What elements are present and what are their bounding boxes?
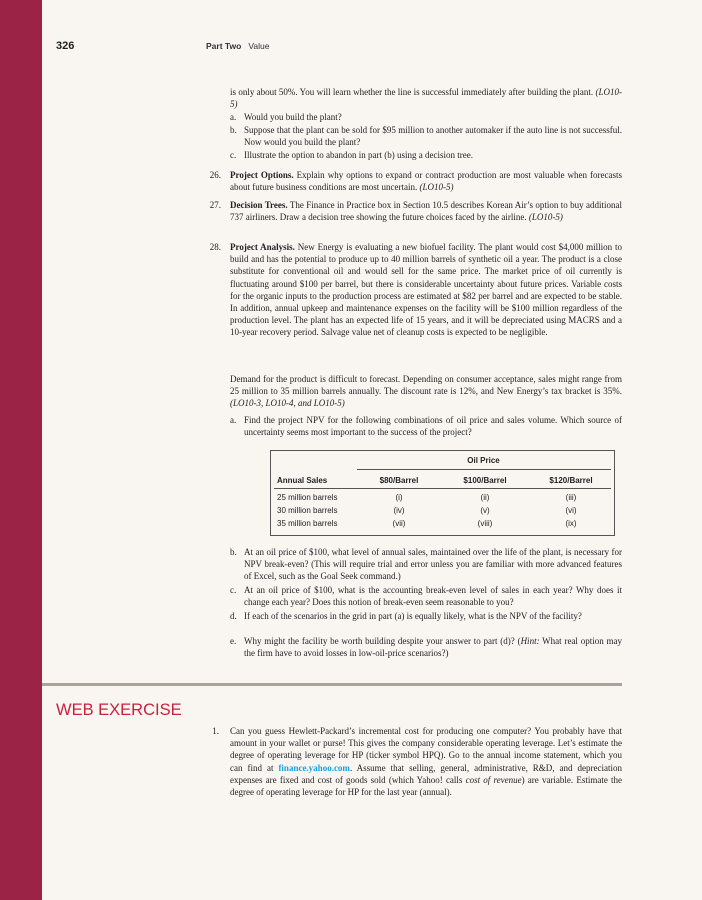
header-rule — [357, 469, 611, 470]
exercise-number: 1. — [212, 726, 219, 736]
problem-number: 28. — [209, 242, 221, 252]
part-label: Part Two — [206, 41, 242, 51]
table-row-header: Annual Sales — [277, 476, 328, 485]
section-divider — [42, 683, 622, 686]
sub-item-text: At an oil price of $100, what is the accounting break-even level of sales in each year? Why does it change each year? Does this notion of break-even seem reasonable to you? — [244, 585, 622, 608]
table-column-header: $100/Barrel — [463, 476, 507, 485]
web-exercise-paragraph — [230, 725, 622, 798]
sub-item-text: Find the project NPV for the following combinations of oil price and sales volume. Which source of uncertainty seems most important to the success of the project? — [244, 415, 622, 438]
problem-text: The Finance in Practice box in Section 10.5 describes Korean Air’s option to buy additional 737 airliners. Draw a decision tree showing the future choices faced by the airline. — [230, 200, 622, 223]
sub-label: a. — [230, 112, 237, 122]
table-group-header: Oil Price — [467, 456, 500, 465]
sub-label: d. — [230, 611, 237, 621]
table-cell: (iii) — [565, 493, 577, 502]
left-color-band — [0, 0, 42, 900]
emphasis-text: cost of revenue — [465, 774, 522, 785]
npv-scenario-table — [270, 450, 615, 536]
sub-item-text: If each of the scenarios in the grid in part (a) is equally likely, what is the NPV of the facility? — [244, 611, 582, 621]
sub-label: e. — [230, 636, 237, 646]
sub-label: b. — [230, 547, 237, 557]
problem-27 — [230, 199, 622, 223]
page-number: 326 — [56, 40, 75, 52]
table-cell: (iv) — [393, 506, 405, 515]
sub-item-text: Why might the facility be worth building despite your answer to part (d)? ( — [244, 636, 521, 646]
table-cell: (vii) — [392, 519, 406, 528]
problem-number: 27. — [209, 200, 221, 210]
running-header — [206, 41, 269, 51]
sub-label: c. — [230, 585, 237, 595]
table-cell: (vi) — [565, 506, 577, 515]
exercise-text: ) are variable. Estimate the degree of operating leverage for HP for the last year (annual). — [230, 774, 623, 798]
learning-objective: (LO10-3, LO10-4, and LO10-5) — [230, 398, 345, 409]
problem-28-paragraph-2 — [230, 373, 622, 410]
sub-label: b. — [230, 125, 237, 135]
learning-objective: (LO10-5) — [419, 182, 454, 193]
table-column-header: $80/Barrel — [379, 476, 419, 485]
section-label: Value — [248, 41, 270, 51]
problem-text: New Energy is evaluating a new biofuel facility. The plant would cost $4,000 million to build and has the potential to produce up to 40 million barrels of synthetic oil a year. The product is a close substitute for conventional oil and would sell for the same price. The market price of oil currently is fluctuating around $100 per barrel, but there is considerable uncertainty about future prices. Variable costs for the organic inputs to the production process are estimated at $82 per barrel and are expected to be stable. In addition, annual upkeep and maintenance expenses on the facility will be $100 million regardless of the production level. The plant has an expected life of 15 years, and it will be depreciated using MACRS and a 10-year recovery period. Salvage value net of cleanup costs is expected to be negligible. — [230, 242, 622, 338]
learning-objective: (LO10-5) — [528, 212, 563, 223]
problem-title: Project Options. — [230, 170, 294, 180]
table-row-label: 35 million barrels — [277, 519, 338, 528]
exercise-text: Can you guess Hewlett-Packard’s incremental cost for producing one computer? You probably have that amount in your wallet or purse! This gives the company considerable operating leverage. Let’s estimate the degree of operating leverage for HP (ticker symbol HPQ). Go to the annual income statement, which you can find at — [230, 726, 622, 773]
exercise-text: . Assume that selling, general, administrative, R&D, and depreciation expenses are fixed and cost of goods sold (which Yahoo! calls — [230, 762, 622, 785]
table-cell: (viii) — [477, 519, 493, 528]
web-exercise-heading: WEB EXERCISE — [56, 701, 182, 719]
sub-item-text: At an oil price of $100, what level of annual sales, maintained over the life of the plant, is necessary for NPV break-even? (This will require trial and error unless you are familiar with more advanced features of Excel, such as the Goal Seek command.) — [244, 547, 622, 582]
column-header-rule — [274, 488, 611, 489]
sub-item-text: What real option may the firm have to avoid losses in low-oil-price scenarios?) — [244, 636, 622, 659]
sub-label: c. — [230, 150, 237, 160]
table-cell: (i) — [395, 493, 403, 502]
problem-26 — [230, 169, 622, 193]
paragraph-text: Demand for the product is difficult to forecast. Depending on consumer acceptance, sales might range from 25 million to 35 million barrels annually. The discount rate is 12%, and New Energy’s tax bracket is 35%. — [230, 374, 622, 397]
table-cell: (v) — [480, 506, 490, 515]
table-cell: (ix) — [565, 519, 577, 528]
continuation-text: is only about 50%. You will learn whether the line is successful immediately after building the plant. — [230, 87, 596, 97]
sub-label: a. — [230, 415, 237, 425]
problem-title: Project Analysis. — [230, 242, 295, 252]
problem-number: 26. — [209, 170, 221, 180]
yahoo-finance-link[interactable]: finance.yahoo.com — [278, 762, 350, 773]
sub-item-text: Would you build the plant? — [244, 112, 342, 122]
continuation-paragraph — [230, 86, 622, 110]
table-cell: (ii) — [480, 493, 490, 502]
sub-item-text: Suppose that the plant can be sold for $95 million to another automaker if the auto line is not successful. Now would you build the plant? — [244, 125, 622, 148]
hint-label: Hint: — [520, 636, 540, 646]
table-row-label: 25 million barrels — [277, 493, 338, 502]
sub-item-e — [244, 635, 622, 659]
learning-objective: (LO10-5) — [230, 87, 622, 110]
sub-item-text: Illustrate the option to abandon in part (b) using a decision tree. — [244, 150, 473, 160]
table-column-header: $120/Barrel — [549, 476, 593, 485]
problem-28 — [230, 241, 622, 339]
problem-title: Decision Trees. — [230, 200, 288, 210]
table-row-label: 30 million barrels — [277, 506, 338, 515]
problem-text: Explain why options to expand or contract production are most valuable when forecasts about future business conditions are most uncertain. — [230, 170, 622, 193]
